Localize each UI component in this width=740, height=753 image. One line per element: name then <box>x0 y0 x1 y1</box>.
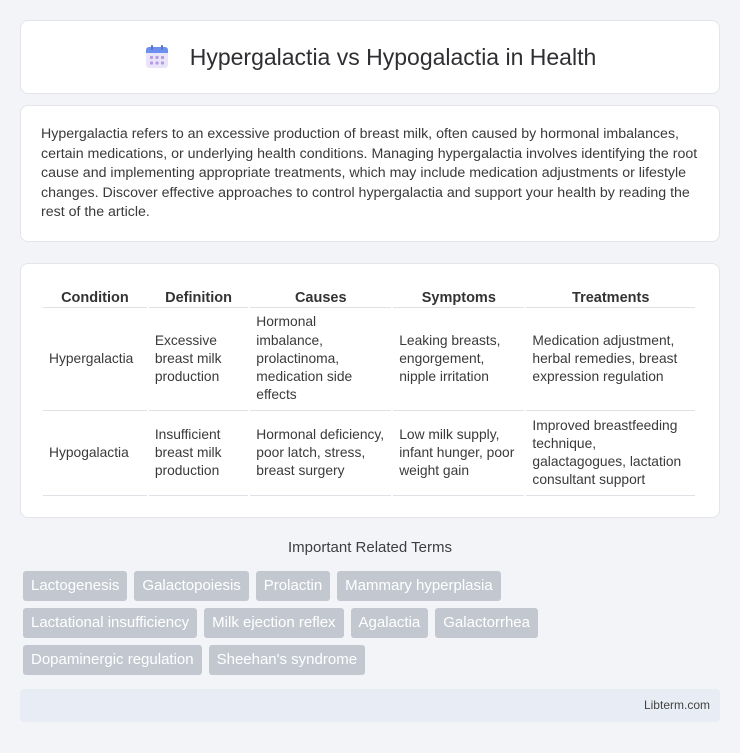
header-card <box>20 20 720 94</box>
tag-agalactia[interactable]: Agalactia <box>351 608 429 638</box>
table-cell-condition: Hypergalactia <box>43 308 147 411</box>
table-cell-treatments: Medication adjustment, herbal remedies, breast expression regulation <box>526 308 695 411</box>
table-cell-causes: Hormonal deficiency, poor latch, stress, breast surgery <box>250 411 391 496</box>
tag-dopaminergic-regulation[interactable]: Dopaminergic regulation <box>23 645 202 675</box>
column-header-treatments: Treatments <box>526 286 695 308</box>
table-cell-causes: Hormonal imbalance, prolactinoma, medication side effects <box>250 308 391 411</box>
related-terms-list <box>23 571 723 682</box>
intro-card <box>20 105 720 242</box>
column-header-definition: Definition <box>149 286 248 308</box>
tag-milk-ejection-reflex[interactable]: Milk ejection reflex <box>204 608 343 638</box>
tag-prolactin[interactable]: Prolactin <box>256 571 330 601</box>
table-cell-definition: Insufficient breast milk production <box>149 411 248 496</box>
tag-lactogenesis[interactable]: Lactogenesis <box>23 571 127 601</box>
table-cell-definition: Excessive breast milk production <box>149 308 248 411</box>
tag-row <box>23 571 723 601</box>
tag-row <box>23 645 723 675</box>
table-header-row <box>43 286 695 308</box>
intro-paragraph: Hypergalactia refers to an excessive production of breast milk, often caused by hormonal imbalances, certain medications, or underlying health conditions. Managing hypergalactia involves identifying the root cause and implementing appropriate treatments, which may include medication adjustments or lifestyle changes. Discover effective approaches to control hypergalactia and support your health by reading the rest of the article. <box>41 126 698 221</box>
column-header-condition: Condition <box>43 286 147 308</box>
table-cell-symptoms: Low milk supply, infant hunger, poor weight gain <box>393 411 524 496</box>
tag-galactorrhea[interactable]: Galactorrhea <box>435 608 538 638</box>
comparison-table <box>41 286 697 496</box>
related-terms-title: Important Related Terms <box>288 539 452 556</box>
footer-site-link[interactable]: Libterm.com <box>643 698 710 712</box>
tag-sheehans-syndrome[interactable]: Sheehan's syndrome <box>209 645 365 675</box>
table-row <box>43 411 695 496</box>
footer <box>20 689 720 722</box>
table-cell-treatments: Improved breastfeeding technique, galactagogues, lactation consultant support <box>526 411 695 496</box>
tag-row <box>23 608 723 638</box>
table-cell-condition: Hypogalactia <box>43 411 147 496</box>
tag-galactopoiesis[interactable]: Galactopoiesis <box>134 571 248 601</box>
tag-mammary-hyperplasia[interactable]: Mammary hyperplasia <box>337 571 501 601</box>
tag-lactational-insufficiency[interactable]: Lactational insufficiency <box>23 608 197 638</box>
calendar-icon <box>144 44 170 70</box>
column-header-causes: Causes <box>250 286 391 308</box>
table-cell-symptoms: Leaking breasts, engorgement, nipple irritation <box>393 308 524 411</box>
page-title: Hypergalactia vs Hypogalactia in Health <box>189 43 597 70</box>
comparison-table-card <box>20 263 720 518</box>
column-header-symptoms: Symptoms <box>393 286 524 308</box>
table-row <box>43 308 695 411</box>
